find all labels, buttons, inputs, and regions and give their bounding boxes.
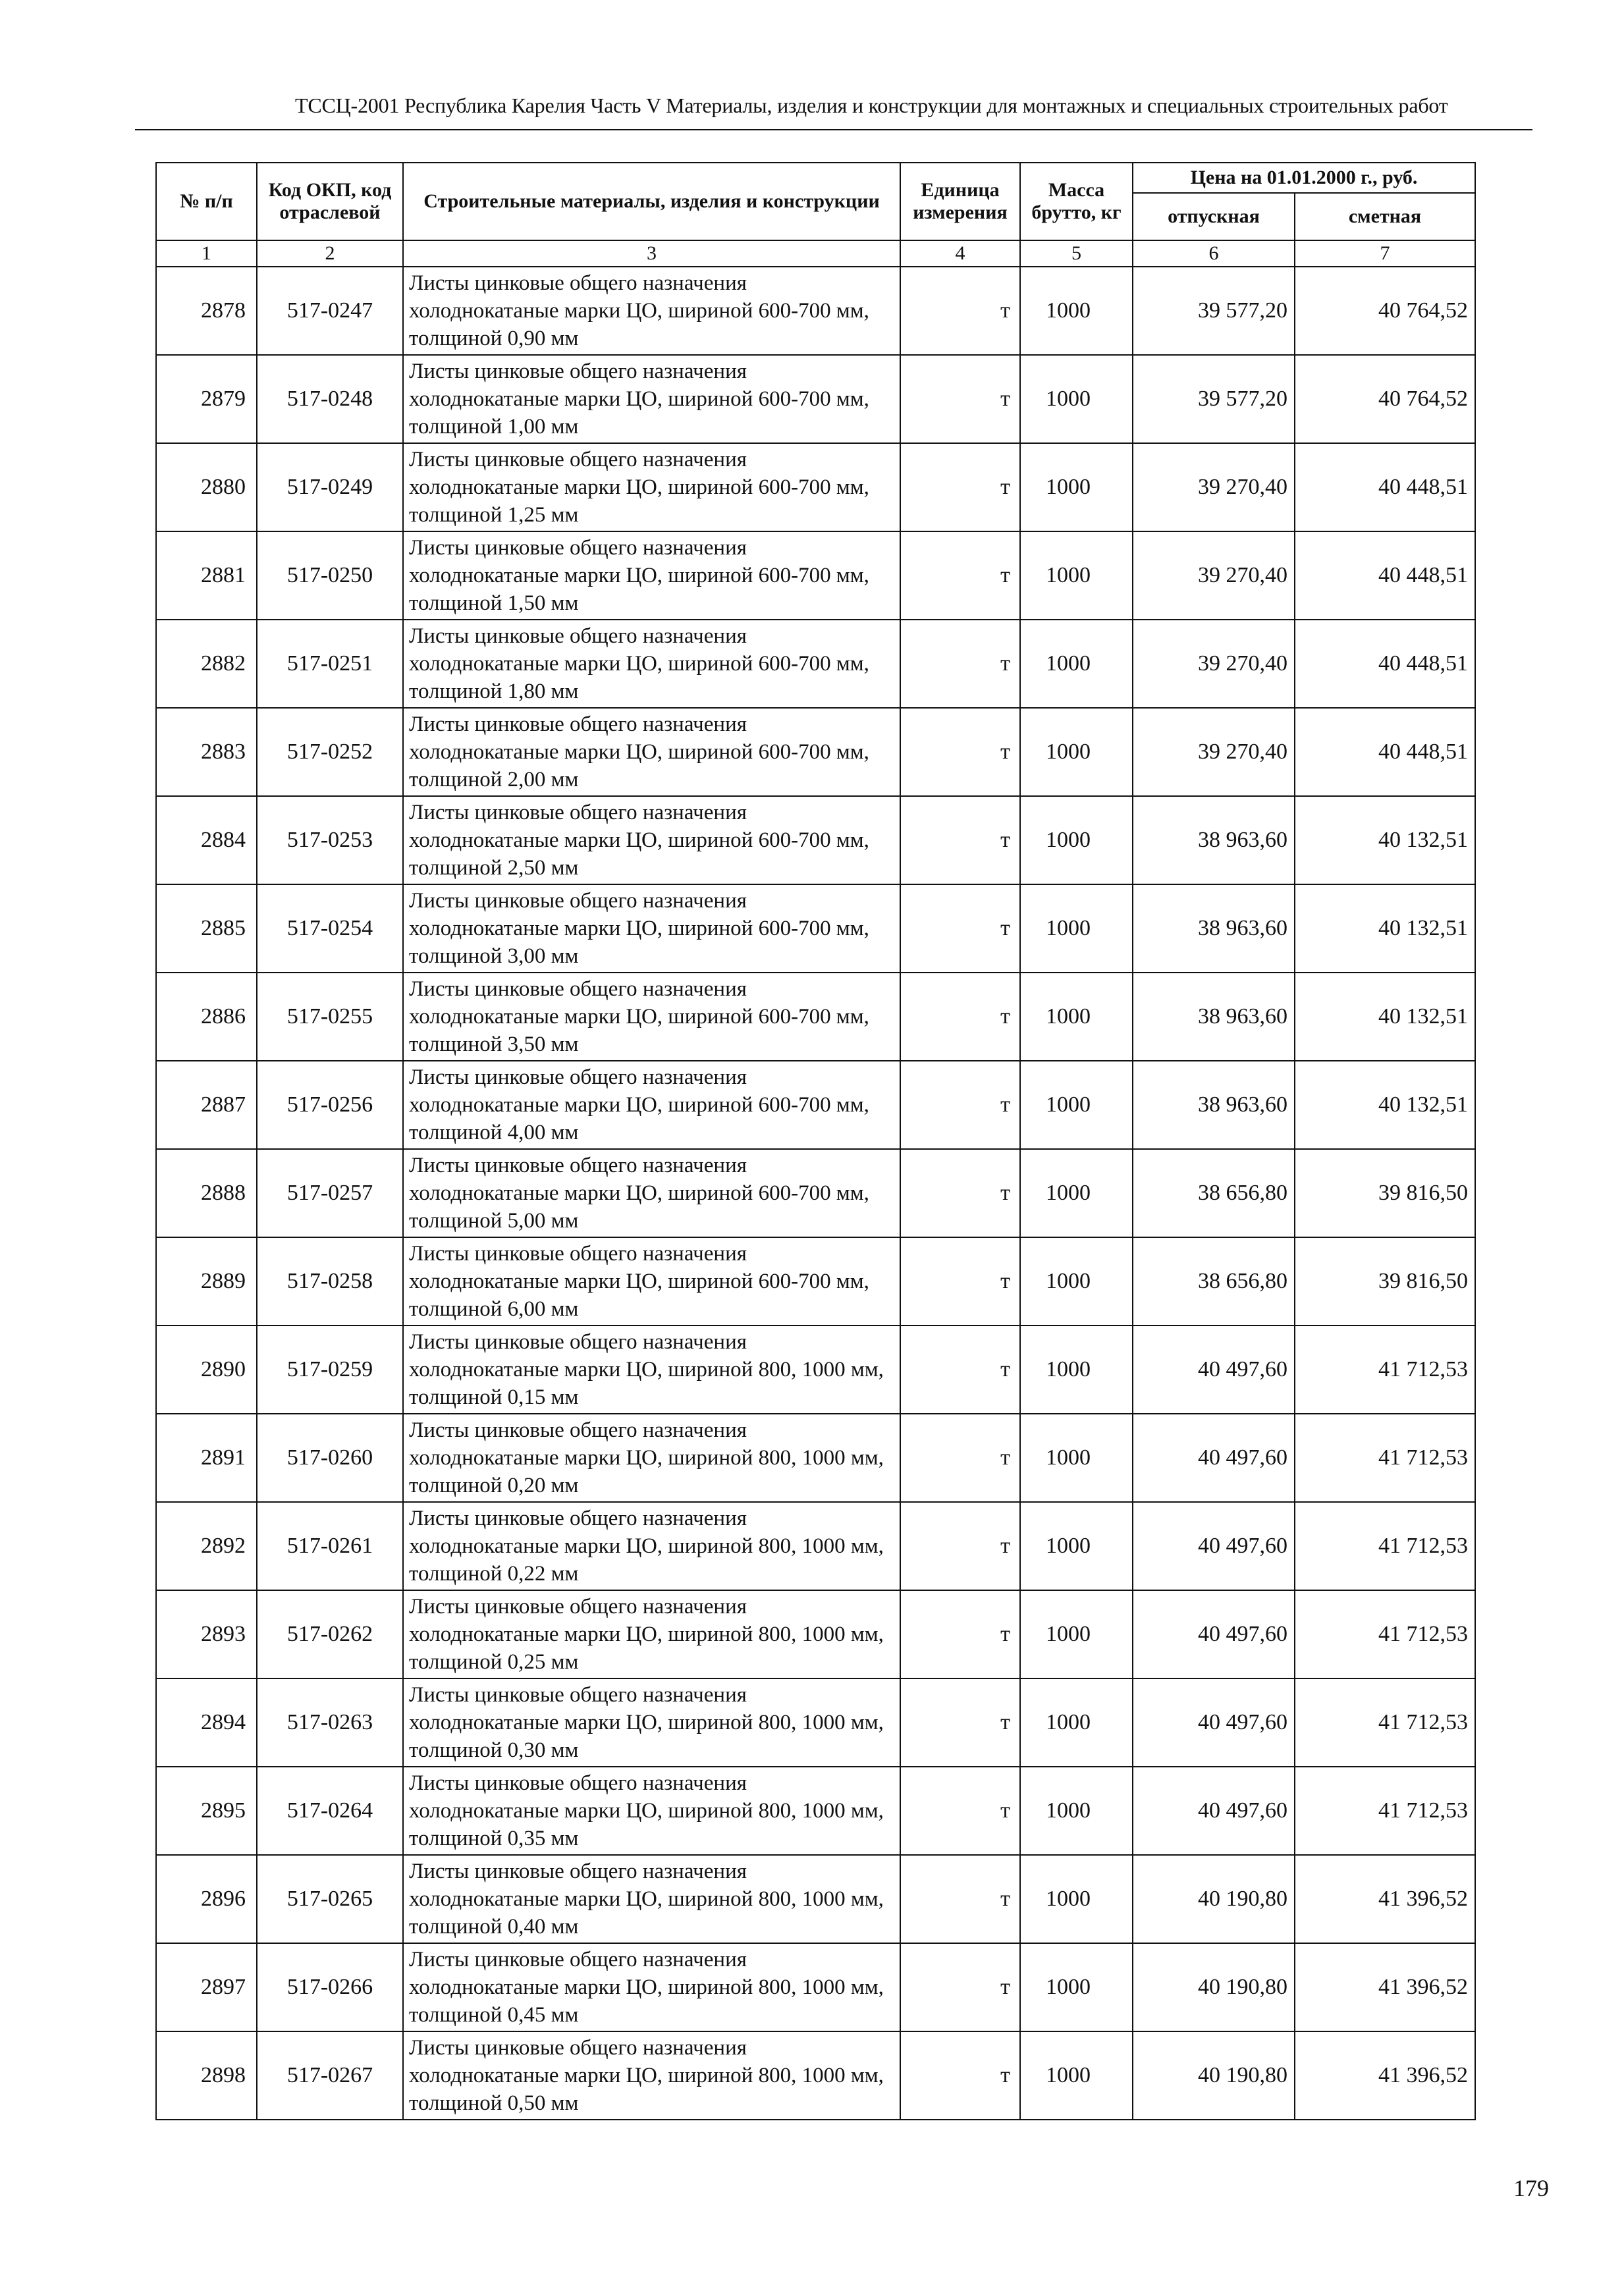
column-number: 4 — [900, 240, 1020, 267]
price-release-cell: 40 497,60 — [1133, 1326, 1295, 1414]
material-name-cell: Листы цинковые общего назначения холоднокатаные марки ЦО, шириной 600-700 мм, толщиной 1,50 мм — [403, 531, 900, 620]
row-number-cell: 2889 — [156, 1237, 257, 1326]
price-estimate-cell: 41 396,52 — [1295, 1855, 1475, 1943]
mass-cell: 1000 — [1020, 1678, 1133, 1767]
row-number-cell: 2897 — [156, 1943, 257, 2031]
price-table — [155, 162, 1476, 2120]
row-number-cell: 2891 — [156, 1414, 257, 1502]
material-name-cell: Листы цинковые общего назначения холоднокатаные марки ЦО, шириной 800, 1000 мм, толщиной 0,22 мм — [403, 1502, 900, 1590]
price-release-cell: 38 656,80 — [1133, 1149, 1295, 1237]
price-release-cell: 40 190,80 — [1133, 1943, 1295, 2031]
price-release-cell: 39 577,20 — [1133, 355, 1295, 443]
material-name-cell: Листы цинковые общего назначения холоднокатаные марки ЦО, шириной 600-700 мм, толщиной 5,00 мм — [403, 1149, 900, 1237]
table-row — [156, 1502, 1475, 1590]
column-number-row — [156, 240, 1475, 267]
mass-cell: 1000 — [1020, 884, 1133, 973]
mass-cell: 1000 — [1020, 1855, 1133, 1943]
price-estimate-cell: 40 132,51 — [1295, 884, 1475, 973]
mass-cell: 1000 — [1020, 443, 1133, 531]
table-row — [156, 1678, 1475, 1767]
unit-cell: т — [900, 1943, 1020, 2031]
row-number-cell: 2892 — [156, 1502, 257, 1590]
price-estimate-cell: 41 712,53 — [1295, 1678, 1475, 1767]
material-name-cell: Листы цинковые общего назначения холоднокатаные марки ЦО, шириной 600-700 мм, толщиной 3,00 мм — [403, 884, 900, 973]
row-number-cell: 2895 — [156, 1767, 257, 1855]
okp-code-cell: 517-0255 — [257, 973, 403, 1061]
price-estimate-cell: 41 396,52 — [1295, 2031, 1475, 2120]
mass-cell: 1000 — [1020, 796, 1133, 884]
price-release-cell: 40 190,80 — [1133, 2031, 1295, 2120]
material-name-cell: Листы цинковые общего назначения холоднокатаные марки ЦО, шириной 600-700 мм, толщиной 1,00 мм — [403, 355, 900, 443]
unit-cell: т — [900, 884, 1020, 973]
price-estimate-cell: 41 712,53 — [1295, 1767, 1475, 1855]
price-estimate-cell: 40 448,51 — [1295, 708, 1475, 796]
column-number: 5 — [1020, 240, 1133, 267]
table-row — [156, 708, 1475, 796]
material-name-cell: Листы цинковые общего назначения холоднокатаные марки ЦО, шириной 600-700 мм, толщиной 4,00 мм — [403, 1061, 900, 1149]
row-number-cell: 2886 — [156, 973, 257, 1061]
table-row — [156, 1943, 1475, 2031]
page-number: 179 — [1513, 2175, 1549, 2201]
table-row — [156, 1326, 1475, 1414]
price-release-cell: 38 963,60 — [1133, 973, 1295, 1061]
unit-cell: т — [900, 355, 1020, 443]
col-header-mass: Масса брутто, кг — [1020, 163, 1133, 240]
okp-code-cell: 517-0260 — [257, 1414, 403, 1502]
price-estimate-cell: 40 132,51 — [1295, 796, 1475, 884]
unit-cell: т — [900, 1061, 1020, 1149]
price-release-cell: 38 963,60 — [1133, 1061, 1295, 1149]
col-header-okp-code: Код ОКП, код отраслевой — [257, 163, 403, 240]
row-number-cell: 2887 — [156, 1061, 257, 1149]
unit-cell: т — [900, 620, 1020, 708]
material-name-cell: Листы цинковые общего назначения холоднокатаные марки ЦО, шириной 800, 1000 мм, толщиной 0,30 мм — [403, 1678, 900, 1767]
unit-cell: т — [900, 796, 1020, 884]
mass-cell: 1000 — [1020, 267, 1133, 355]
row-number-cell: 2885 — [156, 884, 257, 973]
table-row — [156, 355, 1475, 443]
row-number-cell: 2890 — [156, 1326, 257, 1414]
material-name-cell: Листы цинковые общего назначения холоднокатаные марки ЦО, шириной 600-700 мм, толщиной 1,25 мм — [403, 443, 900, 531]
price-release-cell: 38 656,80 — [1133, 1237, 1295, 1326]
price-release-cell: 39 270,40 — [1133, 443, 1295, 531]
okp-code-cell: 517-0253 — [257, 796, 403, 884]
row-number-cell: 2888 — [156, 1149, 257, 1237]
price-release-cell: 38 963,60 — [1133, 796, 1295, 884]
price-estimate-cell: 40 764,52 — [1295, 267, 1475, 355]
price-estimate-cell: 40 132,51 — [1295, 973, 1475, 1061]
material-name-cell: Листы цинковые общего назначения холоднокатаные марки ЦО, шириной 800, 1000 мм, толщиной 0,40 мм — [403, 1855, 900, 1943]
col-header-material: Строительные материалы, изделия и конструкции — [403, 163, 900, 240]
row-number-cell: 2898 — [156, 2031, 257, 2120]
row-number-cell: 2881 — [156, 531, 257, 620]
okp-code-cell: 517-0252 — [257, 708, 403, 796]
okp-code-cell: 517-0248 — [257, 355, 403, 443]
price-estimate-cell: 41 712,53 — [1295, 1502, 1475, 1590]
material-name-cell: Листы цинковые общего назначения холоднокатаные марки ЦО, шириной 800, 1000 мм, толщиной 0,25 мм — [403, 1590, 900, 1678]
column-number: 7 — [1295, 240, 1475, 267]
row-number-cell: 2883 — [156, 708, 257, 796]
okp-code-cell: 517-0249 — [257, 443, 403, 531]
table-row — [156, 1590, 1475, 1678]
material-name-cell: Листы цинковые общего назначения холоднокатаные марки ЦО, шириной 800, 1000 мм, толщиной 0,50 мм — [403, 2031, 900, 2120]
okp-code-cell: 517-0254 — [257, 884, 403, 973]
price-release-cell: 39 270,40 — [1133, 620, 1295, 708]
table-header-row — [156, 163, 1475, 193]
unit-cell: т — [900, 1237, 1020, 1326]
row-number-cell: 2893 — [156, 1590, 257, 1678]
row-number-cell: 2896 — [156, 1855, 257, 1943]
table-row — [156, 531, 1475, 620]
okp-code-cell: 517-0265 — [257, 1855, 403, 1943]
okp-code-cell: 517-0256 — [257, 1061, 403, 1149]
table-row — [156, 1767, 1475, 1855]
row-number-cell: 2884 — [156, 796, 257, 884]
page-header-title: ТССЦ-2001 Республика Карелия Часть V Материалы, изделия и конструкции для монтажных и специальных строительных работ — [295, 94, 1448, 117]
column-number: 2 — [257, 240, 403, 267]
material-name-cell: Листы цинковые общего назначения холоднокатаные марки ЦО, шириной 800, 1000 мм, толщиной 0,20 мм — [403, 1414, 900, 1502]
header-divider — [135, 129, 1532, 130]
mass-cell: 1000 — [1020, 1943, 1133, 2031]
table-body — [156, 267, 1475, 2120]
unit-cell: т — [900, 708, 1020, 796]
table-row — [156, 620, 1475, 708]
mass-cell: 1000 — [1020, 1767, 1133, 1855]
material-name-cell: Листы цинковые общего назначения холоднокатаные марки ЦО, шириной 800, 1000 мм, толщиной 0,15 мм — [403, 1326, 900, 1414]
table-row — [156, 1237, 1475, 1326]
table-row — [156, 267, 1475, 355]
unit-cell: т — [900, 1149, 1020, 1237]
material-name-cell: Листы цинковые общего назначения холоднокатаные марки ЦО, шириной 600-700 мм, толщиной 2,50 мм — [403, 796, 900, 884]
table-row — [156, 796, 1475, 884]
price-estimate-cell: 40 448,51 — [1295, 531, 1475, 620]
unit-cell: т — [900, 267, 1020, 355]
price-release-cell: 40 190,80 — [1133, 1855, 1295, 1943]
price-estimate-cell: 40 448,51 — [1295, 620, 1475, 708]
material-name-cell: Листы цинковые общего назначения холоднокатаные марки ЦО, шириной 600-700 мм, толщиной 6,00 мм — [403, 1237, 900, 1326]
okp-code-cell: 517-0257 — [257, 1149, 403, 1237]
table-row — [156, 1855, 1475, 1943]
col-header-price-group: Цена на 01.01.2000 г., руб. — [1133, 163, 1475, 193]
row-number-cell: 2894 — [156, 1678, 257, 1767]
unit-cell: т — [900, 2031, 1020, 2120]
price-release-cell: 40 497,60 — [1133, 1590, 1295, 1678]
price-release-cell: 39 270,40 — [1133, 708, 1295, 796]
okp-code-cell: 517-0251 — [257, 620, 403, 708]
price-release-cell: 40 497,60 — [1133, 1678, 1295, 1767]
price-estimate-cell: 40 764,52 — [1295, 355, 1475, 443]
price-release-cell: 40 497,60 — [1133, 1414, 1295, 1502]
table-row — [156, 884, 1475, 973]
unit-cell: т — [900, 531, 1020, 620]
okp-code-cell: 517-0261 — [257, 1502, 403, 1590]
mass-cell: 1000 — [1020, 973, 1133, 1061]
okp-code-cell: 517-0262 — [257, 1590, 403, 1678]
mass-cell: 1000 — [1020, 1326, 1133, 1414]
price-estimate-cell: 41 712,53 — [1295, 1326, 1475, 1414]
col-header-price-release: отпускная — [1133, 193, 1295, 240]
price-estimate-cell: 40 132,51 — [1295, 1061, 1475, 1149]
col-header-num: № п/п — [156, 163, 257, 240]
table-row — [156, 1149, 1475, 1237]
mass-cell: 1000 — [1020, 2031, 1133, 2120]
row-number-cell: 2880 — [156, 443, 257, 531]
okp-code-cell: 517-0247 — [257, 267, 403, 355]
price-release-cell: 39 270,40 — [1133, 531, 1295, 620]
okp-code-cell: 517-0250 — [257, 531, 403, 620]
table-row — [156, 1414, 1475, 1502]
mass-cell: 1000 — [1020, 1149, 1133, 1237]
mass-cell: 1000 — [1020, 355, 1133, 443]
price-release-cell: 40 497,60 — [1133, 1767, 1295, 1855]
unit-cell: т — [900, 1590, 1020, 1678]
unit-cell: т — [900, 1502, 1020, 1590]
material-name-cell: Листы цинковые общего назначения холоднокатаные марки ЦО, шириной 600-700 мм, толщиной 1,80 мм — [403, 620, 900, 708]
mass-cell: 1000 — [1020, 620, 1133, 708]
unit-cell: т — [900, 1767, 1020, 1855]
unit-cell: т — [900, 1414, 1020, 1502]
column-number: 6 — [1133, 240, 1295, 267]
unit-cell: т — [900, 1855, 1020, 1943]
col-header-price-estimate: сметная — [1295, 193, 1475, 240]
mass-cell: 1000 — [1020, 1590, 1133, 1678]
price-estimate-cell: 41 712,53 — [1295, 1590, 1475, 1678]
mass-cell: 1000 — [1020, 1414, 1133, 1502]
material-name-cell: Листы цинковые общего назначения холоднокатаные марки ЦО, шириной 600-700 мм, толщиной 0,90 мм — [403, 267, 900, 355]
price-estimate-cell: 39 816,50 — [1295, 1237, 1475, 1326]
mass-cell: 1000 — [1020, 531, 1133, 620]
material-name-cell: Листы цинковые общего назначения холоднокатаные марки ЦО, шириной 600-700 мм, толщиной 3,50 мм — [403, 973, 900, 1061]
table-row — [156, 1061, 1475, 1149]
price-estimate-cell: 41 712,53 — [1295, 1414, 1475, 1502]
column-number: 3 — [403, 240, 900, 267]
okp-code-cell: 517-0264 — [257, 1767, 403, 1855]
col-header-unit: Единица измерения — [900, 163, 1020, 240]
material-name-cell: Листы цинковые общего назначения холоднокатаные марки ЦО, шириной 600-700 мм, толщиной 2,00 мм — [403, 708, 900, 796]
table-row — [156, 2031, 1475, 2120]
price-estimate-cell: 40 448,51 — [1295, 443, 1475, 531]
price-release-cell: 38 963,60 — [1133, 884, 1295, 973]
unit-cell: т — [900, 1326, 1020, 1414]
table-row — [156, 443, 1475, 531]
unit-cell: т — [900, 973, 1020, 1061]
mass-cell: 1000 — [1020, 1061, 1133, 1149]
table-row — [156, 973, 1475, 1061]
mass-cell: 1000 — [1020, 1502, 1133, 1590]
okp-code-cell: 517-0258 — [257, 1237, 403, 1326]
row-number-cell: 2882 — [156, 620, 257, 708]
unit-cell: т — [900, 443, 1020, 531]
unit-cell: т — [900, 1678, 1020, 1767]
price-release-cell: 40 497,60 — [1133, 1502, 1295, 1590]
price-estimate-cell: 41 396,52 — [1295, 1943, 1475, 2031]
okp-code-cell: 517-0263 — [257, 1678, 403, 1767]
okp-code-cell: 517-0266 — [257, 1943, 403, 2031]
mass-cell: 1000 — [1020, 708, 1133, 796]
row-number-cell: 2879 — [156, 355, 257, 443]
mass-cell: 1000 — [1020, 1237, 1133, 1326]
material-name-cell: Листы цинковые общего назначения холоднокатаные марки ЦО, шириной 800, 1000 мм, толщиной 0,45 мм — [403, 1943, 900, 2031]
row-number-cell: 2878 — [156, 267, 257, 355]
material-name-cell: Листы цинковые общего назначения холоднокатаные марки ЦО, шириной 800, 1000 мм, толщиной 0,35 мм — [403, 1767, 900, 1855]
price-estimate-cell: 39 816,50 — [1295, 1149, 1475, 1237]
column-number: 1 — [156, 240, 257, 267]
price-release-cell: 39 577,20 — [1133, 267, 1295, 355]
okp-code-cell: 517-0259 — [257, 1326, 403, 1414]
okp-code-cell: 517-0267 — [257, 2031, 403, 2120]
